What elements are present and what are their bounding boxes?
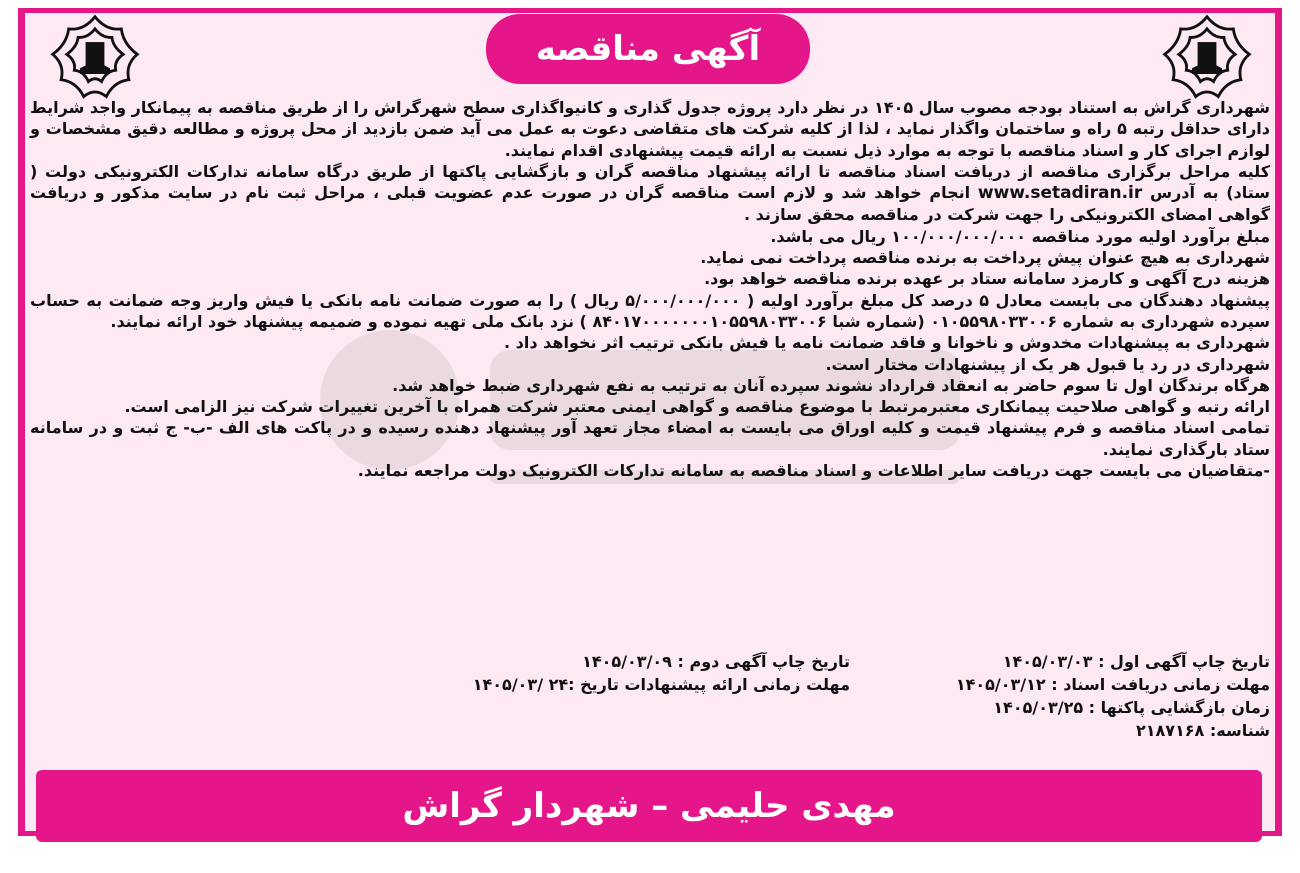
opening-date: زمان بازگشایی پاکتها : ۱۴۰۵/۰۳/۲۵: [993, 698, 1270, 717]
prepayment-line: شهرداری به هیچ عنوان پیش پرداخت به برنده مناقصه پرداخت نمی نماید.: [700, 248, 1270, 268]
intro-paragraph: شهرداری گراش به استناد بودجه مصوب سال ۱۴۰۵ در نظر دارد پروژه جدول گذاری و کانیواگذاری سطح شهرگراش را از طریق مناقصه به پیمانکار واجد شرایط دارای حداقل رتبه ۵ راه و ساختمان واگذار نماید ، لذا از کلیه شرکت های متقاضی دعوت به عمل می آید ضمن بازدید از محل پروژه و مطالعه دقیق مشخصات و لوازم اجرای کار و اسناد مناقصه با توجه به موارد ذیل نسبت به ارائه قیمت پیشنهادی اقدام نمایند.: [30, 98, 1271, 160]
first-print-date: تاریخ چاپ آگهی اول : ۱۴۰۵/۰۳/۰۳: [1002, 652, 1270, 671]
ad-text: [30, 97, 1270, 481]
ad-title: آگهی مناقصه: [486, 14, 810, 84]
invalid-proposals-line: شهرداری به پیشنهادات مخدوش و ناخوانا و فاقد ضمانت نامه یا فیش بانکی ترتیب اثر نخواهد داد .: [504, 333, 1270, 353]
acceptance-line: شهرداری در رد یا قبول هر یک از پیشنهادات مختار است.: [825, 354, 1270, 374]
dates-row: [30, 650, 1270, 673]
fees-line: هزینه درج آگهی و کارمزد سامانه ستاد بر عهده برنده مناقصه خواهد بود.: [704, 269, 1270, 289]
guarantee-line: پیشنهاد دهندگان می بایست معادل ۵ درصد کل مبلغ برآورد اولیه ( ۵/۰۰۰/۰۰۰/۰۰۰ ریال ) را به صورت ضمانت نامه بانکی یا فیش واریز وجه ضمانت به حساب سپرده شهرداری به شماره ۰۱۰۵۵۹۸۰۳۳۰۰۶ (شماره شبا ۸۴۰۱۷۰۰۰۰۰۰۰۱۰۵۵۹۸۰۳۳۰۰۶ ) نزد بانک ملی تهیه نموده و ضمیمه پیشنهاد خود ارائه نمایند.: [30, 290, 1270, 331]
estimate-line: مبلغ برآورد اولیه مورد مناقصه ۱۰۰/۰۰۰/۰۰۰/۰۰۰ ریال می باشد.: [770, 226, 1270, 246]
qualification-line: ارائه رتبه و گواهی صلاحیت پیمانکاری معتبرمرتبط با موضوع مناقصه و گواهی ایمنی معتبر شرکت همراه با آخرین تغییرات شرکت نیز الزامی است.: [124, 397, 1270, 417]
proposal-deadline: مهلت زمانی ارائه پیشنهادات تاریخ :۲۴ /۱۴۰۵/۰۳: [472, 675, 850, 694]
setad-text-before: کلیه مراحل برگزاری مناقصه از دریافت اسناد مناقصه تا ارائه پیشنهاد مناقصه گران و بازگشایی پاکتها از طریق درگاه سامانه تدارکات الکترونیکی دولت ( ستاد) به آدرس: [30, 161, 1271, 203]
setad-paragraph: [30, 161, 1270, 226]
municipality-logo-right: [1160, 12, 1254, 106]
municipality-logo-left: [48, 12, 142, 106]
info-line: -متقاضیان می بایست جهت دریافت سایر اطلاعات و اسناد مناقصه به سامانه تدارکات الکترونیک دولت مراجعه نمایند.: [357, 461, 1270, 481]
ad-id: شناسه: ۲۱۸۷۱۶۸: [1135, 721, 1270, 740]
winners-line: هرگاه برندگان اول تا سوم حاضر به انعقاد قرارداد نشوند سپرده آنان به ترتیب به نفع شهرداری ضبط خواهد شد.: [392, 375, 1270, 395]
setad-url[interactable]: www.setadiran.ir: [977, 183, 1143, 204]
signature-banner: مهدی حلیمی – شهردار گراش: [36, 770, 1262, 842]
second-print-date: تاریخ چاپ آگهی دوم : ۱۴۰۵/۰۳/۰۹: [582, 652, 850, 671]
dates-row: [30, 673, 1270, 696]
dates-section: [30, 650, 1270, 742]
dates-row: [30, 719, 1270, 742]
dates-row: [30, 696, 1270, 719]
setad-text-after: انجام خواهد شد و لازم است مناقصه گران در صورت عدم عضویت قبلی ، مراحل ثبت نام در سایت مذکور و دریافت گواهی امضای الکترونیکی را جهت شرکت در مناقصه محقق سازند .: [30, 183, 1270, 225]
documents-line: تمامی اسناد مناقصه و فرم پیشنهاد قیمت و کلیه اوراق می بایست به امضاء مجاز تعهد آور پیشنهاد دهنده رسیده و در پاکت های الف -ب- ج ثبت و در سامانه ستاد بارگذاری نمایند.: [30, 418, 1270, 459]
doc-deadline: مهلت زمانی دریافت اسناد : ۱۴۰۵/۰۳/۱۲: [955, 675, 1270, 694]
